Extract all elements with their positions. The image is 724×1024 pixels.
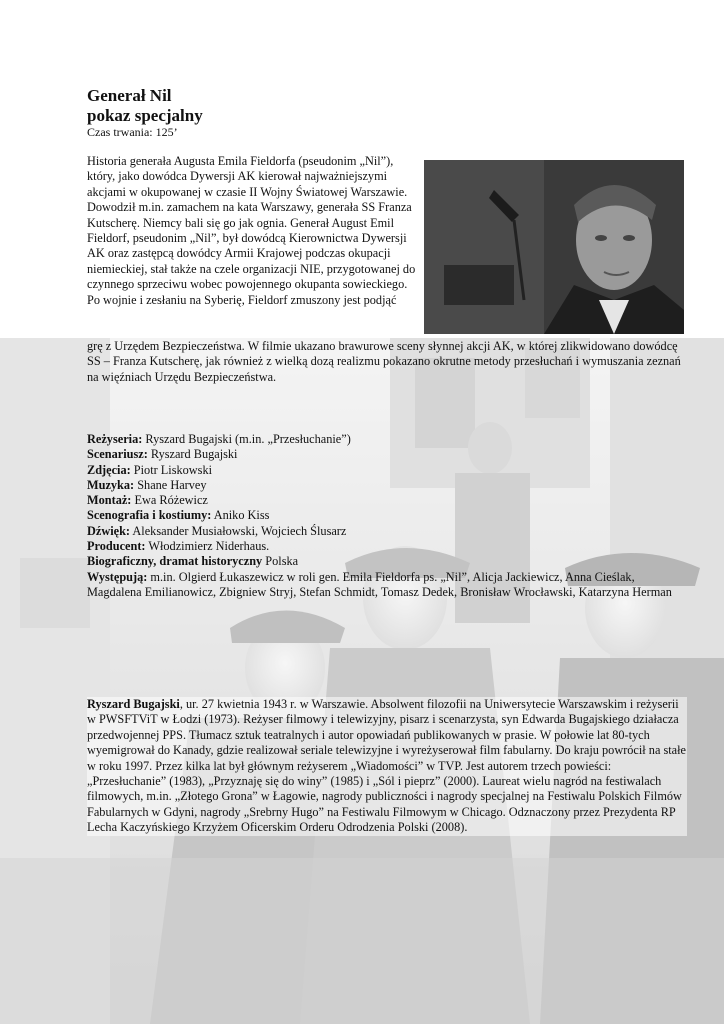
credit-row	[87, 478, 687, 493]
credit-value: Ryszard Bugajski (m.in. „Przesłuchanie”)	[142, 432, 351, 446]
credit-row	[87, 539, 687, 554]
director-name: Ryszard Bugajski	[87, 697, 180, 711]
credit-row	[87, 554, 687, 569]
credit-value: Włodzimierz Niderhaus.	[145, 539, 270, 554]
credit-value: Aleksander Musiałowski, Wojciech Ślusarz	[130, 523, 347, 538]
credit-label: Scenariusz:	[87, 447, 148, 462]
credit-value: Aniko Kiss	[211, 508, 270, 523]
credit-label: Zdjęcia:	[87, 462, 131, 477]
credit-label: Scenografia i kostiumy:	[87, 508, 212, 523]
credit-value: Polska	[262, 554, 299, 569]
film-duration: Czas trwania: 125’	[87, 125, 178, 139]
credit-row	[87, 508, 687, 523]
credits-list	[87, 432, 687, 600]
credit-row	[87, 524, 687, 539]
credit-label: Dźwięk:	[87, 523, 131, 538]
credit-value: Ryszard Bugajski	[147, 447, 238, 462]
credit-label: Reżyseria:	[87, 432, 143, 446]
synopsis-continuation: grę z Urzędem Bezpieczeństwa. W filmie ukazano brawurowe sceny słynnej akcji AK, w której zlikwidowano dowódcę SS – Franza Kutscherę, jak również z wielką dozą realizmu pokazano okrutne metody przesłuchań i wymuszania zeznań na więźniach Urzędu Bezpieczeństwa.	[87, 339, 681, 384]
credit-value: m.in. Olgierd Łukaszewicz w roli gen. Emila Fieldorfa ps. „Nil”, Alicja Jackiewicz, Anna Cieślak, Magdalena Emilianowicz, Zbigniew Stryj, Stefan Schmidt, Tomasz Dedek, Bronisław Wrocławski, Katarzyna Herman	[87, 569, 672, 599]
synopsis-paragraph: Historia generała Augusta Emila Fieldorfa (pseudonim „Nil”), który, jako dowódca Dywersji AK kierował najważniejszymi akcjami w okupowanej w czasie II Wojny Światowej Warszawie. Dowodził m.in. zamachem na kata Warszawy, generała SS Franza Kutscherę. Niemcy bali się go jak ognia. Generał August Emil Fieldorf, pseudonim „Nil”, był dowódcą Kierownictwa Dywersji AK oraz zastępcą dowódcy Armii Krajowej podczas okupacji niemieckiej, stał także na czele organizacji NIE, przygotowanej do czynnego sprzeciwu wobec powojennego okupanta sowieckiego. Po wojnie i zesłaniu na Syberię, Fieldorf zmuszony jest podjąć	[87, 154, 416, 307]
director-bio	[87, 697, 687, 836]
credit-row	[87, 570, 687, 601]
credit-row	[87, 463, 687, 478]
film-subtitle: pokaz specjalny	[87, 106, 203, 125]
credit-label: Biograficzny, dramat historyczny	[87, 554, 263, 569]
director-bio-text: , ur. 27 kwietnia 1943 r. w Warszawie. Absolwent filozofii na Uniwersytecie Warszawskim i reżyserii w PWSFTViT w Łodzi (1973). Reżyser filmowy i telewizyjny, pisarz i scenarzysta, syn Edwarda Bugajskiego działacza przedwojennej PPS. Tłumacz sztuk teatralnych i autor opowiadań publikowanych w prasie. W połowie lat 80-tych wyemigrował do Kanady, gdzie realizował seriale telewizyjne i wyreżyserował film fabularny. Do kraju powrócił na stałe w roku 1997. Przez kilka lat był głównym reżyserem „Wiadomości” w TVP. Jest autorem trzech powieści: „Przesłuchanie” (1983), „Przyznaję się do winy” (1985) i „Sól i pieprz” (2000). Laureat wielu nagród na festiwalach filmowych, m.in. „Złotego Grona” w Łagowie, nagrody publiczności i nagrody specjalnej na Festiwalu Polskich Filmów Fabularnych w Gdyni, nagrody „Srebrny Hugo” na Festiwalu Filmowym w Chicago. Odznaczony przez Prezydenta RP Lecha Kaczyńskiego Krzyżem Oficerskim Orderu Odrodzenia Polski (2008).	[87, 697, 687, 835]
film-title: Generał Nil	[87, 86, 172, 105]
credit-row	[87, 493, 687, 508]
actor-portrait-photo	[424, 160, 684, 334]
credit-label: Producent:	[87, 539, 146, 554]
credit-label: Występują:	[87, 569, 148, 584]
credit-label: Montaż:	[87, 493, 132, 508]
credit-row	[87, 432, 687, 447]
credit-value: Piotr Liskowski	[130, 462, 213, 477]
credit-label: Muzyka:	[87, 477, 135, 492]
credit-value: Ewa Różewicz	[131, 493, 208, 508]
credit-value: Shane Harvey	[134, 477, 207, 492]
credit-row	[87, 447, 687, 462]
